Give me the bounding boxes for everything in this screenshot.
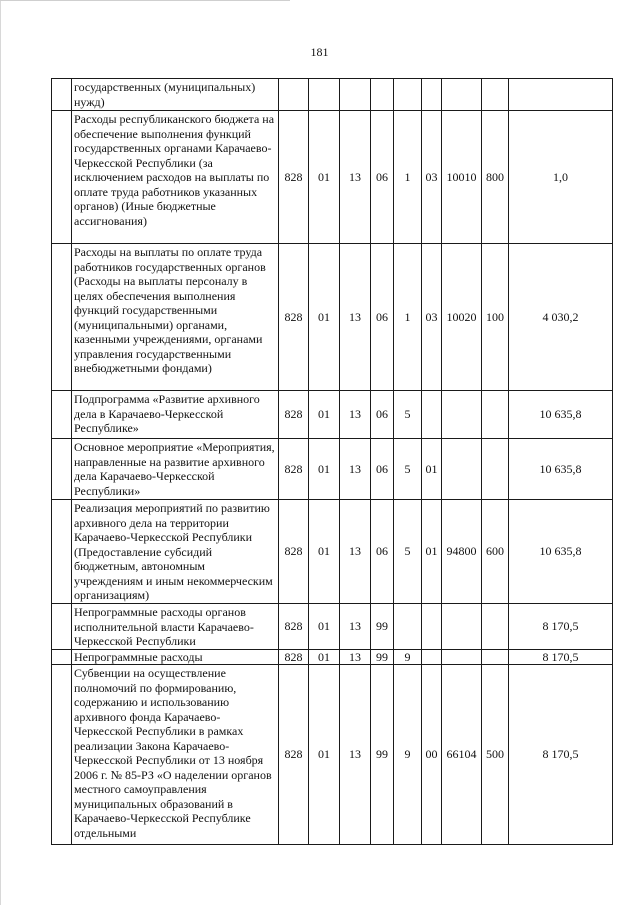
row-description: государственных (муниципальных) нужд) [72,79,279,111]
amount: 10 635,8 [509,439,613,500]
amount: 8 170,5 [509,604,613,650]
program-code: 99 [371,665,394,845]
expense-type-code [482,439,509,500]
program-code: 99 [371,650,394,665]
row-blank-cell [52,111,72,244]
direction-code [442,439,482,500]
section-code: 01 [309,500,340,604]
table-row [52,244,613,391]
row-blank-cell [52,500,72,604]
amount: 1,0 [509,111,613,244]
row-description: Субвенции на осуществление полномочий по формированию, содержанию и использованию архивного фонда Карачаево-Черкесской Республики в рамках реализации Закона Карачаево-Черкесской Республики от 13 ноября 2006 г. № 85-РЗ «О наделении органов местного самоуправления муниципальных образований в Карачаево-Черкесской Республике отдельными [72,665,279,845]
section-code: 01 [309,650,340,665]
expense-type-code: 500 [482,665,509,845]
event-code: 03 [422,244,442,391]
row-description: Непрограммные расходы органов исполнительной власти Карачаево-Черкесской Республики [72,604,279,650]
program-code: 06 [371,439,394,500]
subsection-code: 13 [340,650,371,665]
admin-code: 828 [279,391,309,439]
row-blank-cell [52,391,72,439]
expense-type-code [482,391,509,439]
program-code: 99 [371,604,394,650]
table-row [52,665,613,845]
admin-code: 828 [279,500,309,604]
expense-type-code [482,79,509,111]
section-code: 01 [309,111,340,244]
direction-code [442,604,482,650]
subsection-code [340,79,371,111]
expense-type-code: 800 [482,111,509,244]
row-description: Непрограммные расходы [72,650,279,665]
section-code [309,79,340,111]
subsection-code: 13 [340,439,371,500]
program-code: 06 [371,111,394,244]
event-code [422,650,442,665]
subsection-code: 13 [340,500,371,604]
section-code: 01 [309,604,340,650]
admin-code: 828 [279,439,309,500]
program-code: 06 [371,391,394,439]
subprogram-code: 1 [394,244,422,391]
direction-code [442,79,482,111]
admin-code: 828 [279,650,309,665]
subprogram-code: 5 [394,439,422,500]
subsection-code: 13 [340,604,371,650]
subsection-code: 13 [340,391,371,439]
budget-table [51,78,613,845]
table-row [52,604,613,650]
subprogram-code: 5 [394,391,422,439]
event-code [422,391,442,439]
amount: 8 170,5 [509,665,613,845]
direction-code: 10020 [442,244,482,391]
section-code: 01 [309,391,340,439]
row-description: Реализация мероприятий по развитию архивного дела на территории Карачаево-Черкесской Республики (Предоставление субсидий бюджетным, автономным учреждениям и иным некоммерческим организациям) [72,500,279,604]
row-description: Расходы на выплаты по оплате труда работников государственных органов (Расходы на выплаты персоналу в целях обеспечения выполнения функций государственными (муниципальными) органами, казенными учреждениями, органами управления государственными внебюджетными фондами) [72,244,279,391]
amount: 4 030,2 [509,244,613,391]
direction-code: 66104 [442,665,482,845]
admin-code: 828 [279,665,309,845]
section-code: 01 [309,439,340,500]
event-code: 01 [422,500,442,604]
subprogram-code: 9 [394,665,422,845]
scan-edge-left [0,0,1,905]
program-code: 06 [371,244,394,391]
row-blank-cell [52,79,72,111]
event-code: 01 [422,439,442,500]
subprogram-code [394,604,422,650]
direction-code [442,650,482,665]
expense-type-code: 100 [482,244,509,391]
row-blank-cell [52,604,72,650]
program-code: 06 [371,500,394,604]
direction-code: 94800 [442,500,482,604]
row-blank-cell [52,650,72,665]
admin-code: 828 [279,244,309,391]
program-code [371,79,394,111]
row-description: Основное мероприятие «Мероприятия, направленные на развитие архивного дела Карачаево-Черкесской Республики» [72,439,279,500]
amount: 10 635,8 [509,500,613,604]
subprogram-code [394,79,422,111]
row-description: Расходы республиканского бюджета на обеспечение выполнения функций государственных органами Карачаево-Черкесской Республики (за исключением расходов на выплаты по оплате труда работников указанных органов) (Иные бюджетные ассигнования) [72,111,279,244]
amount [509,79,613,111]
admin-code: 828 [279,604,309,650]
event-code [422,79,442,111]
subprogram-code: 5 [394,500,422,604]
subprogram-code: 1 [394,111,422,244]
event-code: 03 [422,111,442,244]
subsection-code: 13 [340,244,371,391]
table-row [52,439,613,500]
row-blank-cell [52,244,72,391]
page-number: 181 [310,45,329,59]
admin-code: 828 [279,111,309,244]
table-row [52,79,613,111]
expense-type-code [482,604,509,650]
row-description: Подпрограмма «Развитие архивного дела в Карачаево-Черкесской Республике» [72,391,279,439]
amount: 10 635,8 [509,391,613,439]
direction-code: 10010 [442,111,482,244]
section-code: 01 [309,665,340,845]
event-code [422,604,442,650]
subprogram-code: 9 [394,650,422,665]
subsection-code: 13 [340,665,371,845]
event-code: 00 [422,665,442,845]
subsection-code: 13 [340,111,371,244]
table-row [52,500,613,604]
amount: 8 170,5 [509,650,613,665]
row-blank-cell [52,665,72,845]
section-code: 01 [309,244,340,391]
scan-edge-top [0,0,290,1]
admin-code [279,79,309,111]
row-blank-cell [52,439,72,500]
table-row [52,650,613,665]
table-row [52,391,613,439]
table-row [52,111,613,244]
expense-type-code: 600 [482,500,509,604]
direction-code [442,391,482,439]
expense-type-code [482,650,509,665]
